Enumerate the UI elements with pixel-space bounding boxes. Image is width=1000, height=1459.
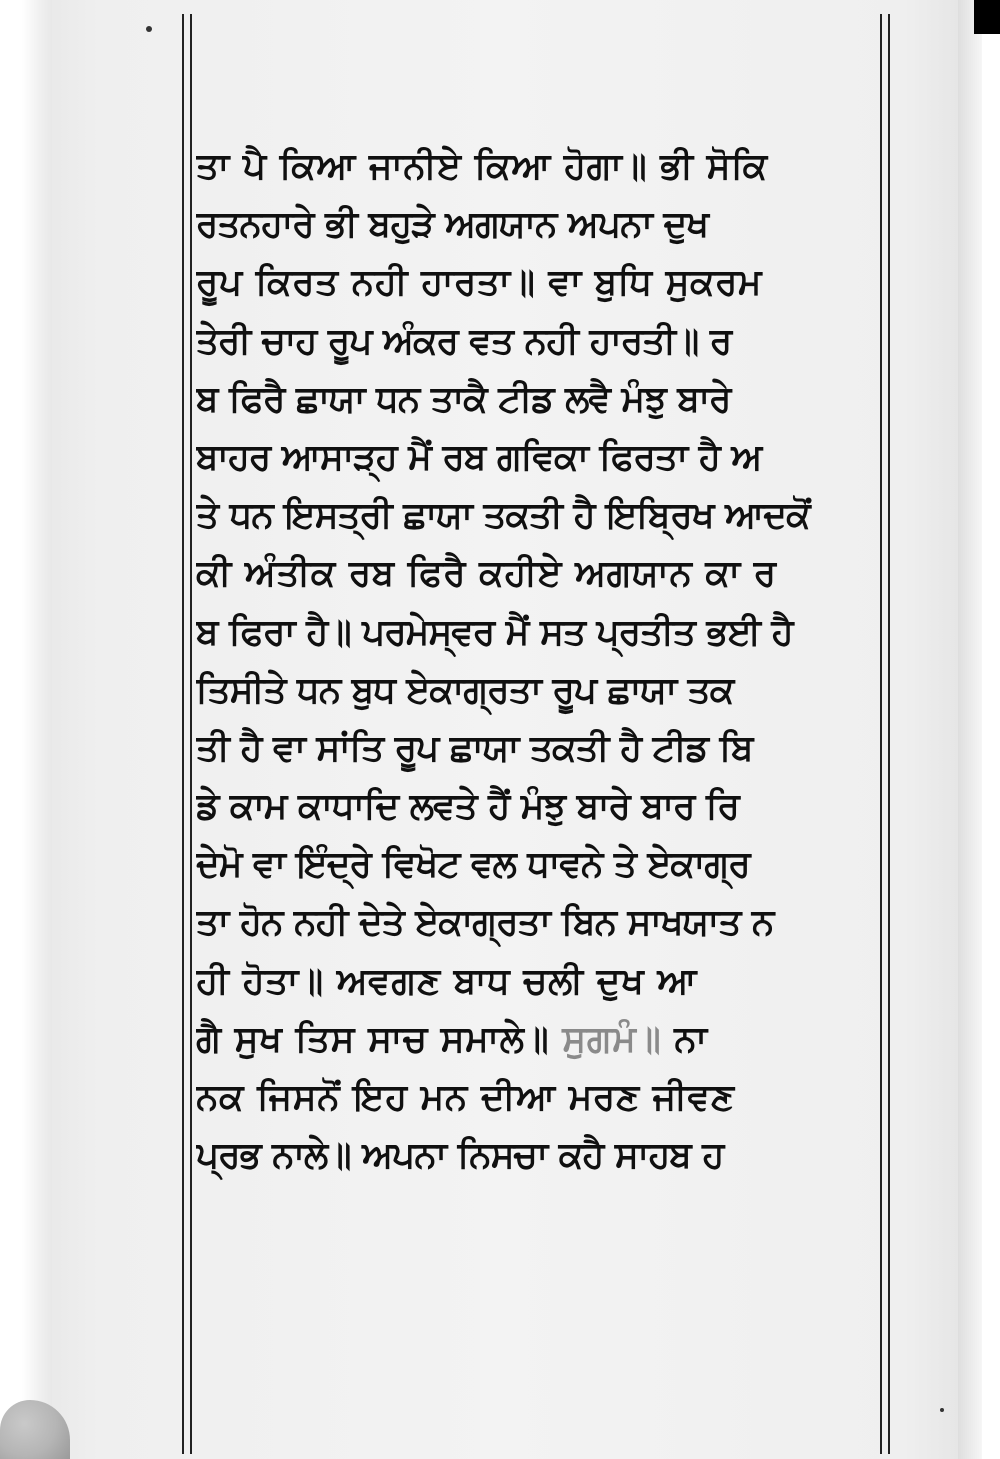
text-line: ਤਿਸੀਤੇ ਧਨ ਬੁਧ ਏਕਾਗ੍ਰਤਾ ਰੂਪ ਛਾਯਾ ਤਕ — [196, 669, 734, 711]
text-line — [196, 1011, 880, 1069]
page-left-shadow — [22, 0, 52, 1459]
text-line: ਰਤਨਹਾਰੇ ਭੀ ਬਹੁੜੇ ਅਗਯਾਨ ਅਪਨਾ ਦੁਖ — [196, 204, 709, 246]
ink-dot — [146, 26, 152, 32]
text-line: ਨਕ ਜਿਸਨੋਂ ਇਹ ਮਨ ਦੀਆ ਮਰਣ ਜੀਵਣ — [196, 1077, 735, 1118]
text-line: ਤੀ ਹੈ ਵਾ ਸਾਂਤਿ ਰੂਪ ਛਾਯਾ ਤਕਤੀ ਹੈ ਟੀਡ ਬਿ — [196, 727, 753, 769]
page-right-edge — [958, 0, 982, 1459]
text-line-start: ਗੈ ਸੁਖ ਤਿਸ ਸਾਚ ਸਮਾਲੇ॥ — [196, 1018, 550, 1060]
right-margin-rule-outer — [888, 14, 890, 1454]
text-line: ਤੇ ਧਨ ਇਸਤ੍ਰੀ ਛਾਯਾ ਤਕਤੀ ਹੈ ਇਬ੍ਰਿਖ ਆਦਕੋਂ — [196, 495, 810, 537]
text-line: ਪ੍ਰਭ ਨਾਲੇ॥ ਅਪਨਾ ਨਿਸਚਾ ਕਹੈ ਸਾਹਬ ਹ — [196, 1135, 724, 1177]
text-line: ਕੀ ਅੰਤੀਕ ਰਬ ਫਿਰੈ ਕਹੀਏ ਅਗਯਾਨ ਕਾ ਰ — [196, 553, 777, 595]
text-line: ਬਾਹਰ ਆਸਾੜ੍ਹ ਮੈਂ ਰਬ ਗਵਿਕਾ ਫਿਰਤਾ ਹੈ ਅ — [196, 436, 762, 478]
text-line: ਤੇਰੀ ਚਾਹ ਰੂਪ ਅੰਕਰ ਵਤ ਨਹੀ ਹਾਰਤੀ॥ ਰ — [196, 320, 732, 362]
corner-mark — [974, 0, 1000, 34]
text-line: ਬ ਫਿਰਾ ਹੈ॥ ਪਰਮੇਸ੍ਵਰ ਮੈਂ ਸਤ ਪ੍ਰਤੀਤ ਭਈ ਹੈ — [196, 611, 793, 653]
ink-dot — [940, 1408, 944, 1412]
text-line: ਡੇ ਕਾਮ ਕਾਧਾਦਿ ਲਵਤੇ ਹੈਂ ਮੰਝੁ ਬਾਰੇ ਬਾਰ ਰਿ — [196, 786, 739, 828]
text-line: ਰੂਪ ਕਿਰਤ ਨਹੀ ਹਾਰਤਾ॥ ਵਾ ਬੁਧਿ ਸੁਕਰਮ — [196, 262, 763, 304]
text-line: ਤਾ ਪੈ ਕਿਆ ਜਾਨੀਏ ਕਿਆ ਹੋਗਾ॥ ਭੀ ਸੋਕਿ — [196, 146, 768, 187]
text-line-tail: ਨਾ — [674, 1018, 708, 1060]
right-margin-rule-inner — [880, 14, 882, 1454]
rubric-word: ਸੁਗਮੰ॥ — [562, 1018, 662, 1060]
text-line: ਦੇਮੋ ਵਾ ਇੰਦ੍ਰੇ ਵਿਖੋਟ ਵਲ ਧਾਵਨੇ ਤੇ ਏਕਾਗ੍ਰ — [196, 844, 750, 886]
text-line: ਹੀ ਹੋਤਾ॥ ਅਵਗਣ ਬਾਧ ਚਲੀ ਦੁਖ ਆ — [196, 960, 698, 1002]
manuscript-text — [196, 138, 880, 1185]
left-margin-rule-outer — [182, 14, 184, 1454]
text-line: ਬ ਫਿਰੈ ਛਾਯਾ ਧਨ ਤਾਕੈ ਟੀਡ ਲਵੈ ਮੰਝੁ ਬਾਰੇ — [196, 378, 731, 420]
left-margin-rule-inner — [190, 14, 192, 1454]
text-line: ਤਾ ਹੋਨ ਨਹੀ ਦੇਤੇ ਏਕਾਗ੍ਰਤਾ ਬਿਨ ਸਾਖਯਾਤ ਨ — [196, 902, 774, 944]
